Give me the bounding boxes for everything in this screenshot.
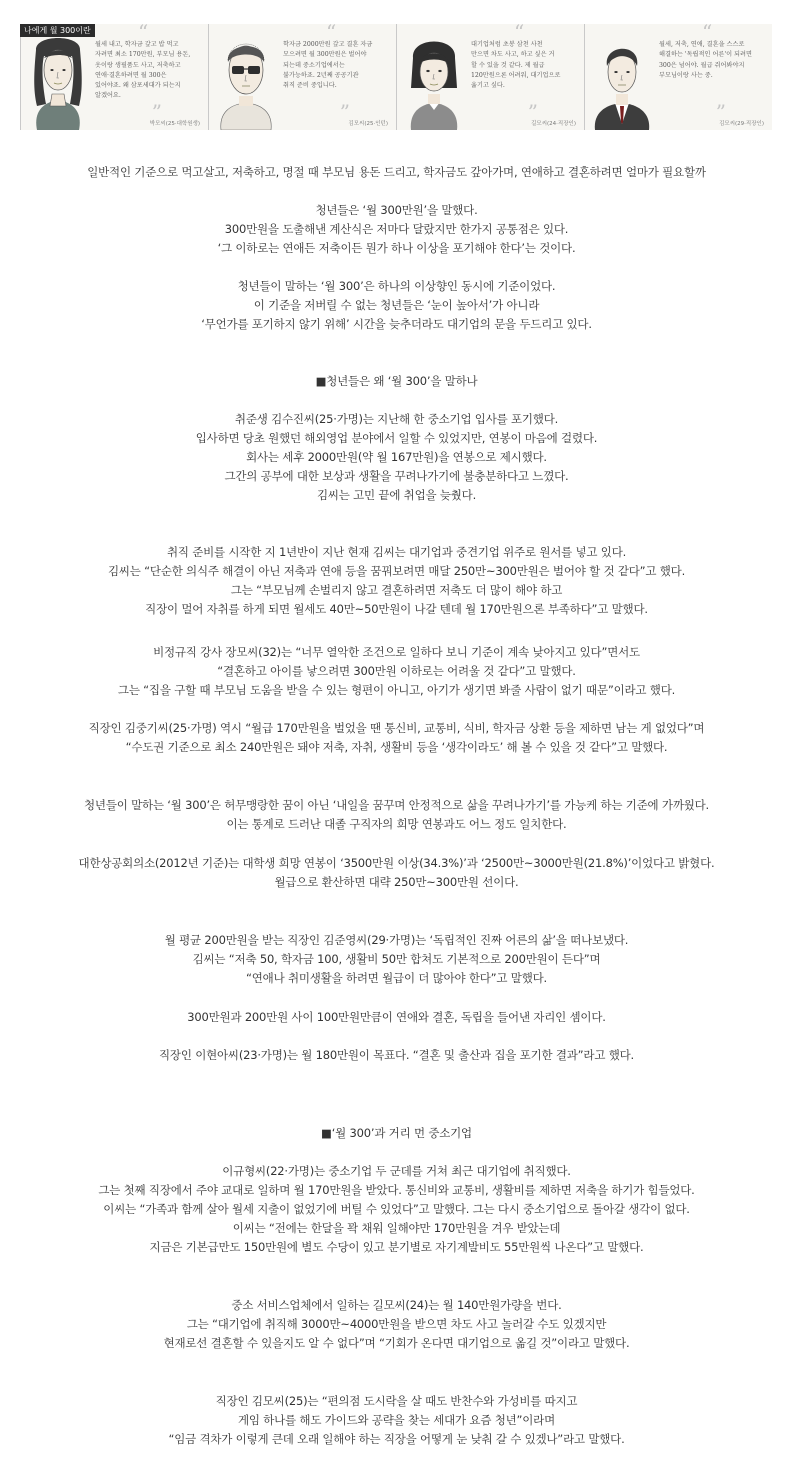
open-quote-icon: “ xyxy=(326,24,337,44)
strip-title-tag: 나에게 월 300이란 xyxy=(20,24,95,37)
article-paragraph xyxy=(0,1008,793,1027)
article-paragraph xyxy=(0,543,793,619)
quote-panel-1 xyxy=(20,24,208,130)
portrait-illustration xyxy=(587,28,657,130)
text-line: ■청년들은 왜 ‘월 300’을 말하나 xyxy=(315,374,478,388)
panel-credit: 박모씨(25·대학원생) xyxy=(149,121,200,127)
article-paragraph xyxy=(0,1046,793,1065)
text-line: 300만원을 도출해낸 계산식은 저마다 달랐지만 한가지 공통점은 있다. xyxy=(224,222,569,236)
text-line: 직장인 김모씨(25)는 “편의점 도시락을 살 때도 반찬수와 가성비를 따지고 xyxy=(215,1394,578,1408)
text-line: “임금 격차가 이렇게 큰데 오래 일해야 하는 직장을 어떻게 눈 낮춰 갈 수 있겠나”라고 말했다. xyxy=(168,1432,625,1446)
portrait-illustration xyxy=(23,28,93,130)
text-line: 비정규직 강사 장모씨(32)는 “너무 열악한 조건으로 일하다 보니 기준이 계속 낮아지고 있다”면서도 xyxy=(153,645,640,659)
text-line: 이는 통계로 드러난 대졸 구직자의 희망 연봉과도 어느 정도 일치한다. xyxy=(226,817,567,831)
text-line: 월급으로 환산하면 대략 250만~300만원 선이다. xyxy=(274,875,519,889)
text-line: 그간의 공부에 대한 보상과 생활을 꾸려나가기에 불충분하다고 느꼈다. xyxy=(224,469,569,483)
text-line: “연애나 취미생활을 하려면 월급이 더 많아야 한다”고 말했다. xyxy=(246,971,547,985)
article-paragraph xyxy=(0,1296,793,1353)
panel-quote-text: 월세 내고, 학자금 갚고 밥 먹고 자려면 최소 170만원, 부모님 용돈, 옷이랑 생필품도 사고, 저축하고 연애·결혼하려면 월 300은 있어야죠. 왜 삼포세대가 되는지 알겠어요. xyxy=(95,41,191,100)
article-paragraph xyxy=(0,643,793,700)
text-line: 그는 “집을 구할 때 부모님 도움을 받을 수 있는 형편이 아니고, 아기가 생기면 봐줄 사람이 없기 때문”이라고 했다. xyxy=(117,683,676,697)
text-line: 직장인 이현아씨(23·가명)는 월 180만원이 목표다. “결혼 및 출산과 집을 포기한 결과”라고 했다. xyxy=(159,1048,634,1062)
text-line: 지금은 기본급만도 150만원에 별도 수당이 있고 분기별로 자기계발비도 55만원씩 나온다”고 말했다. xyxy=(149,1240,644,1254)
text-line: “결혼하고 아이를 낳으려면 300만원 이하로는 어려울 것 같다”고 말했다. xyxy=(217,664,576,678)
section-heading xyxy=(0,1124,793,1143)
text-line: 김씨는 “단순한 의식주 해결이 아닌 저축과 연애 등을 꿈꿔보려면 매달 250만~300만원은 벌어야 할 것 같다”고 했다. xyxy=(107,564,686,578)
text-line: 김씨는 고민 끝에 취업을 늦췄다. xyxy=(316,488,477,502)
panel-quote-text: 대기업처럼 초봉 삼천 사천 만으면 차도 사고, 하고 싶은 거 할 수 있을 것 같다. 제 월급 120만원으론 어려워, 대기업으로 옮기고 싶다. xyxy=(471,41,561,90)
text-line: 그는 “대기업에 취직해 3000만~4000만원을 받으면 차도 사고 놀러갈 수도 있겠지만 xyxy=(186,1317,607,1331)
text-line: 청년들은 ‘월 300만원’을 말했다. xyxy=(315,203,478,217)
panel-credit: 김모씨(25·인턴) xyxy=(348,121,388,127)
article-paragraph xyxy=(0,201,793,258)
text-line: 직장이 멀어 자취를 하게 되면 월세도 40만~50만원이 나갈 텐데 월 170만원으론 부족하다”고 말했다. xyxy=(145,602,648,616)
text-line: 청년들이 말하는 ‘월 300’은 허무맹랑한 꿈이 아닌 ‘내일을 꿈꾸며 안정적으로 삶을 꾸려나가기’를 가능케 하는 기준에 가까웠다. xyxy=(84,798,709,812)
text-line: ■‘월 300’과 거리 먼 중소기업 xyxy=(321,1126,472,1140)
text-line: 월 평균 200만원을 받는 직장인 김준영씨(29·가명)는 ‘독립적인 진짜 어른의 삶’을 떠나보냈다. xyxy=(164,933,629,947)
quote-strip xyxy=(20,24,772,130)
text-line: 이씨는 “가족과 함께 살아 월세 지출이 없었기에 버틸 수 있었다”고 말했다. 그는 다시 중소기업으로 돌아갈 생각이 없다. xyxy=(103,1202,690,1216)
text-line: 취직 준비를 시작한 지 1년반이 지난 현재 김씨는 대기업과 중견기업 위주로 원서를 넣고 있다. xyxy=(166,545,627,559)
text-line: 청년들이 말하는 ‘월 300’은 하나의 이상향인 동시에 기준이었다. xyxy=(237,279,556,293)
text-line: 현재로선 결혼할 수 있을지도 알 수 없다”며 “기회가 온다면 대기업으로 옮길 것”이라고 말했다. xyxy=(163,1336,630,1350)
article-paragraph xyxy=(0,277,793,334)
text-line: “수도권 기준으로 최소 240만원은 돼야 저축, 자취, 생활비 등을 ‘생각이라도’ 해 볼 수 있을 것 같다”고 말했다. xyxy=(125,740,668,754)
open-quote-icon: “ xyxy=(702,24,713,44)
close-quote-icon: ” xyxy=(715,100,726,124)
text-line: 입사하면 당초 원했던 해외영업 분야에서 일할 수 있었지만, 연봉이 마음에 걸렸다. xyxy=(195,431,598,445)
text-line: 일반적인 기준으로 먹고살고, 저축하고, 명절 때 부모님 용돈 드리고, 학자금도 갚아가며, 연애하고 결혼하려면 얼마가 필요할까 xyxy=(87,165,706,179)
panel-quote-text: 학자금 2000만원 갚고 결혼 자금 모으려면 월 300만원은 벌어야 되는데 중소기업에서는 불가능하죠. 2년째 공공기관 취직 준비 중입니다. xyxy=(283,41,373,90)
section-heading xyxy=(0,372,793,391)
quote-panel-3 xyxy=(396,24,584,130)
article-paragraph xyxy=(0,1162,793,1257)
text-line: ‘그 이하로는 연애든 저축이든 뭔가 하나 이상을 포기해야 한다’는 것이다. xyxy=(217,241,576,255)
text-line: 김씨는 “저축 50, 학자금 100, 생활비 50만 합쳐도 기본적으로 200만원이 든다”며 xyxy=(192,952,601,966)
article-paragraph xyxy=(0,719,793,757)
text-line: 300만원과 200만원 사이 100만원만큼이 연애와 결혼, 독립을 들어낸 자리인 셈이다. xyxy=(187,1010,606,1024)
close-quote-icon: ” xyxy=(339,100,350,124)
close-quote-icon: ” xyxy=(151,100,162,124)
panel-credit: 김모씨(29·직장인) xyxy=(719,121,764,127)
text-line: 게임 하나를 해도 가이드와 공략을 찾는 세대가 요즘 청년”이라며 xyxy=(237,1413,556,1427)
text-line: 중소 서비스업체에서 일하는 길모씨(24)는 월 140만원가량을 번다. xyxy=(231,1298,562,1312)
text-line: 그는 첫째 직장에서 주야 교대로 일하며 월 170만원을 받았다. 통신비와 교통비, 생활비를 제하면 저축을 하기가 힘들었다. xyxy=(98,1183,695,1197)
text-line: 대한상공회의소(2012년 기준)는 대학생 희망 연봉이 ‘3500만원 이상(34.3%)’과 ‘2500만~3000만원(21.8%)’이었다고 밝혔다. xyxy=(78,856,715,870)
article-paragraph xyxy=(0,854,793,892)
open-quote-icon: “ xyxy=(514,24,525,44)
article-paragraph xyxy=(0,163,793,182)
article-paragraph xyxy=(0,796,793,834)
portrait-illustration xyxy=(399,28,469,130)
text-line: 이씨는 “전에는 한달을 꽉 채워 일해야만 170만원을 겨우 받았는데 xyxy=(232,1221,561,1235)
quote-panel-2 xyxy=(208,24,396,130)
text-line: 취준생 김수진씨(25·가명)는 지난해 한 중소기업 입사를 포기했다. xyxy=(234,412,559,426)
article-paragraph xyxy=(0,931,793,988)
article-paragraph xyxy=(0,410,793,505)
text-line: 이규형씨(22·가명)는 중소기업 두 군데를 거쳐 최근 대기업에 취직했다. xyxy=(222,1164,571,1178)
panel-credit: 길모씨(24·직장인) xyxy=(531,121,576,127)
text-line: 그는 “부모님께 손벌리지 않고 결혼하려면 저축도 더 많이 해야 하고 xyxy=(230,583,563,597)
text-line: 이 기준을 저버릴 수 없는 청년들은 ‘눈이 높아서’가 아니라 xyxy=(253,298,540,312)
portrait-illustration xyxy=(211,28,281,130)
open-quote-icon: “ xyxy=(138,24,149,44)
text-line: ‘무언가를 포기하지 않기 위해’ 시간을 늦추더라도 대기업의 문을 두드리고 있다. xyxy=(201,317,592,331)
article-paragraph xyxy=(0,1392,793,1449)
text-line: 직장인 김중기씨(25·가명) 역시 “월급 170만원을 벌었을 땐 통신비, 교통비, 식비, 학자금 상환 등을 제하면 남는 게 없었다”며 xyxy=(88,721,705,735)
close-quote-icon: ” xyxy=(527,100,538,124)
text-line: 회사는 세후 2000만원(약 월 167만원)을 연봉으로 제시했다. xyxy=(246,450,547,464)
panel-quote-text: 월세, 저축, 연애, 결혼을 스스로 해결하는 '독립적인 어른'이 되려면 300은 넘어야. 월급 쥐어봐야지 부모님이랑 사는 중. xyxy=(659,41,752,79)
quote-panel-4 xyxy=(584,24,772,130)
